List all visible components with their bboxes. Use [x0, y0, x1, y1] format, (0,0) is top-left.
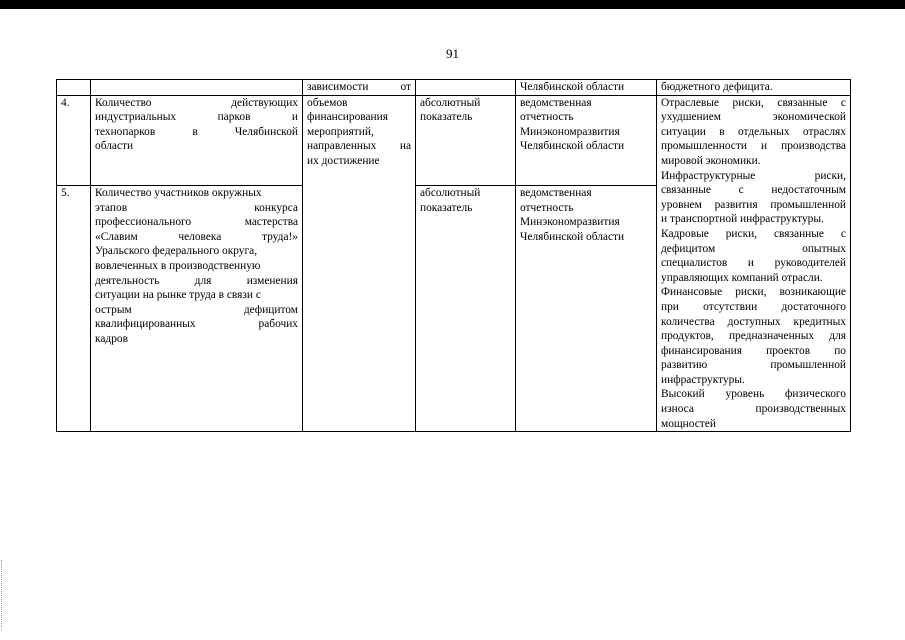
- indicators-table: [56, 79, 851, 432]
- purpose-cell: [303, 95, 416, 432]
- indicator-name-cell: [91, 186, 303, 432]
- source-line: ведомственная: [520, 96, 592, 109]
- indicator-name-line: индустриальных парков и: [95, 111, 298, 124]
- risk-line: износа производственных: [661, 403, 846, 416]
- indicator-name-line: вовлеченных в производственную: [95, 260, 261, 273]
- risk-line: и транспортной инфраструктуры.: [661, 213, 824, 226]
- risk-line: ухудшением экономической: [661, 111, 846, 124]
- indicator-name-line: этапов конкурса: [95, 201, 298, 214]
- risk-line: уровнем развития промышленной: [661, 198, 846, 211]
- indicator-type-line: показатель: [420, 201, 473, 214]
- purpose-line: направленных на: [307, 140, 411, 153]
- risk-line: при отсутствии достаточного: [661, 300, 846, 313]
- row-number: 5.: [57, 186, 91, 432]
- indicator-name-line: кадров: [95, 333, 128, 346]
- source-line: Челябинской области: [520, 140, 625, 153]
- indicator-type-line: абсолютный: [420, 187, 481, 200]
- row-number: 4.: [57, 95, 91, 185]
- purpose-line: их достижение: [307, 154, 380, 167]
- risk-line: ситуации в отдельных отраслях: [661, 125, 846, 138]
- indicator-type-line: показатель: [420, 111, 473, 124]
- indicator-name-line: Уральского федерального округа,: [95, 245, 258, 258]
- indicator-type-cell: [416, 186, 516, 432]
- indicator-name-cell: [91, 95, 303, 185]
- purpose-line: финансирования: [307, 111, 388, 124]
- risk-line: дефицитом опытных: [661, 242, 846, 255]
- risk-line: количества доступных кредитных: [661, 315, 846, 328]
- risk-line: промышленности и производства: [661, 140, 846, 153]
- cont-name-cell: [91, 80, 303, 96]
- cont-source-text: Челябинской области: [520, 81, 625, 93]
- risk-line: инфраструктуры.: [661, 373, 745, 386]
- risk-line: связанные с недостаточным: [661, 184, 846, 197]
- risk-line: мощностей: [661, 417, 716, 430]
- scan-edge-artifact: [1, 560, 4, 630]
- cont-num-cell: [57, 80, 91, 96]
- purpose-line: мероприятий,: [307, 125, 374, 138]
- cont-risks-cell: [657, 80, 851, 96]
- source-line: Минэкономразвития: [520, 125, 620, 138]
- top-scan-border: [0, 0, 905, 9]
- indicator-name-line: технопарков в Челябинской: [95, 125, 298, 138]
- cont-source-cell: [516, 80, 657, 96]
- indicator-name-line: острым дефицитом: [95, 303, 298, 316]
- source-line: ведомственная: [520, 187, 592, 200]
- risk-line: Инфраструктурные риски,: [661, 169, 846, 182]
- source-line: Челябинской области: [520, 230, 625, 243]
- risk-line: продуктов, предназначенных для: [661, 330, 846, 343]
- cont-purpose-text: зависимости от: [307, 81, 411, 93]
- risk-line: Высокий уровень физического: [661, 388, 846, 401]
- source-cell: [516, 95, 657, 185]
- cont-type-cell: [416, 80, 516, 96]
- risks-cell: [657, 95, 851, 432]
- indicator-name-line: «Славим человека труда!»: [95, 230, 298, 243]
- indicator-name-line: деятельность для изменения: [95, 274, 298, 287]
- risk-line: Отраслевые риски, связанные с: [661, 96, 846, 109]
- source-cell: [516, 186, 657, 432]
- indicator-name-line: области: [95, 140, 134, 153]
- indicator-name-line: Количество действующих: [95, 96, 298, 109]
- risk-line: развитию промышленной: [661, 359, 846, 372]
- cont-risks-text: бюджетного дефицита.: [661, 81, 773, 93]
- risk-line: Финансовые риски, возникающие: [661, 286, 846, 299]
- indicator-type-cell: [416, 95, 516, 185]
- indicator-name-line: профессионального мастерства: [95, 216, 298, 229]
- source-line: отчетность: [520, 111, 574, 124]
- table-row: [57, 95, 851, 185]
- source-line: отчетность: [520, 201, 574, 214]
- indicator-type-line: абсолютный: [420, 96, 481, 109]
- risk-line: специалистов и руководителей: [661, 257, 846, 270]
- risk-line: Кадровые риски, связанные с: [661, 227, 846, 240]
- table-continuation-row: [57, 80, 851, 96]
- source-line: Минэкономразвития: [520, 216, 620, 229]
- cont-purpose-cell: [303, 80, 416, 96]
- risk-line: мировой экономики.: [661, 154, 761, 167]
- indicator-name-line: квалифицированных рабочих: [95, 318, 298, 331]
- risk-line: финансирования проектов по: [661, 344, 846, 357]
- purpose-line: объемов: [307, 96, 348, 109]
- page-number: 91: [446, 46, 459, 61]
- risk-line: управляющих компаний отрасли.: [661, 271, 823, 284]
- indicator-name-line: ситуации на рынке труда в связи с: [95, 289, 261, 302]
- indicator-name-line: Количество участников окружных: [95, 187, 262, 200]
